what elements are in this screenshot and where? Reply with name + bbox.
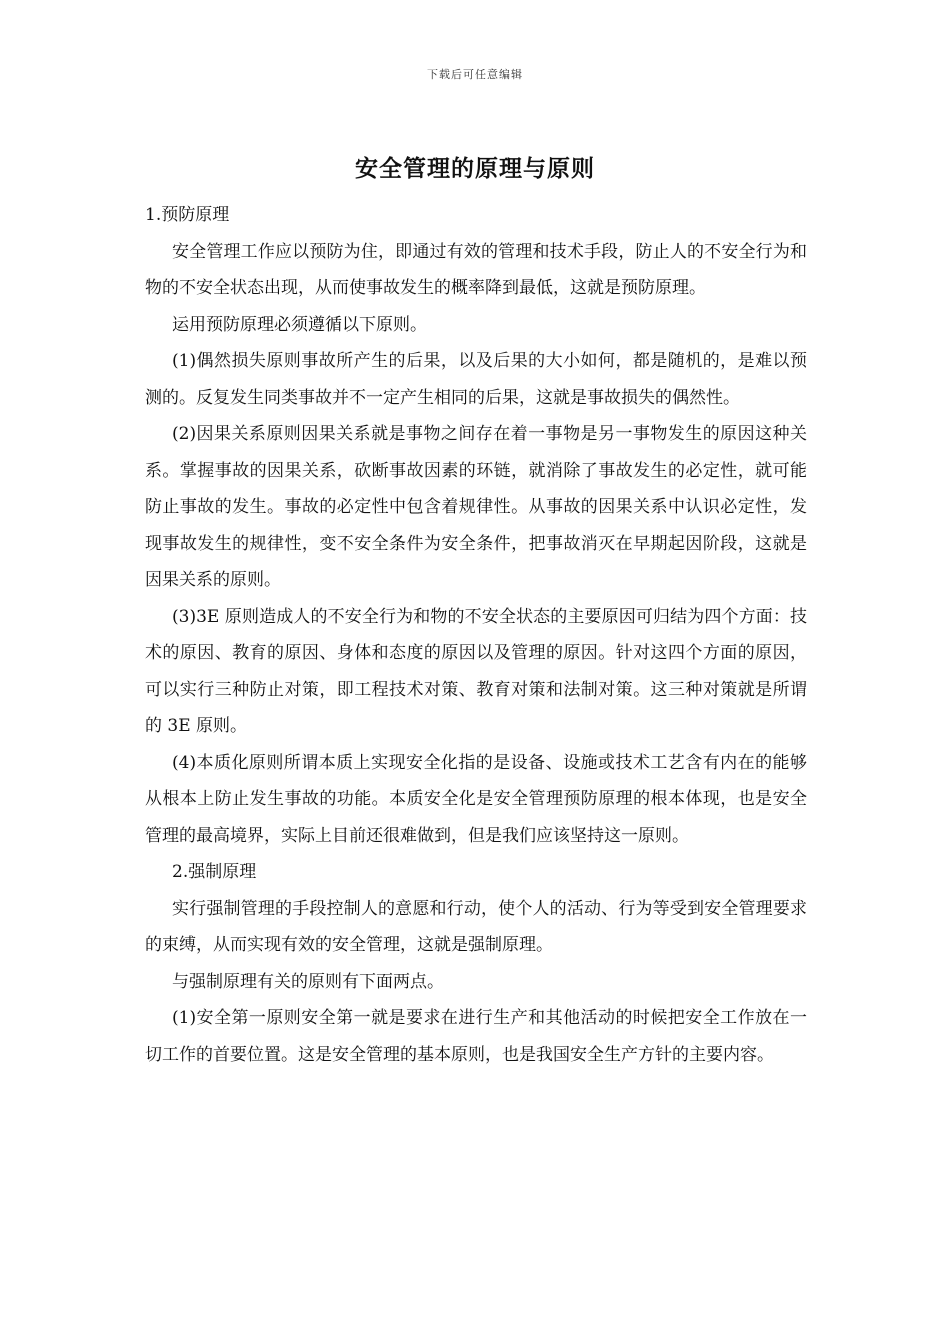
document-title: 安全管理的原理与原则 <box>355 156 595 182</box>
paragraph-enforcement-definition: 实行强制管理的手段控制人的意愿和行动，使个人的活动、行为等受到安全管理要求的束缚，从而实现有效的安全管理，这就是强制原理。 <box>145 898 807 955</box>
section-heading-enforcement: 2.强制原理 <box>172 862 257 882</box>
paragraph-3e: (3)3E 原则造成人的不安全行为和物的不安全状态的主要原因可归结为四个方面：技术的原因、教育的原因、身体和态度的原因以及管理的原因。针对这四个方面的原因，可以实行三种防止对策，即工程技术对策、教育对策和法制对策。这三种对策就是所谓的 3E 原则。 <box>145 606 807 736</box>
paragraph-accidental-loss: (1)偶然损失原则事故所产生的后果，以及后果的大小如何，都是随机的，是难以预测的。反复发生同类事故并不一定产生相同的后果，这就是事故损失的偶然性。 <box>145 351 807 408</box>
paragraph-enforcement-intro: 与强制原理有关的原则有下面两点。 <box>172 971 444 992</box>
paragraph-prevention-intro: 运用预防原理必须遵循以下原则。 <box>172 314 427 335</box>
paragraph-causality: (2)因果关系原则因果关系就是事物之间存在着一事物是另一事物发生的原因这种关系。掌握事故的因果关系，砍断事故因素的环链，就消除了事故发生的必定性，就可能防止事故的发生。事故的必定性中包含着规律性。从事故的因果关系中认识必定性，发现事故发生的规律性，变不安全条件为安全条件，把事故消灭在早期起因阶段，这就是因果关系的原则。 <box>145 424 807 590</box>
paragraph-intrinsic: (4)本质化原则所谓本质上实现安全化指的是设备、设施或技术工艺含有内在的能够从根本上防止发生事故的功能。本质安全化是安全管理预防原理的根本体现，也是安全管理的最高境界，实际上目前还很难做到，但是我们应该坚持这一原则。 <box>145 752 807 846</box>
section-heading-prevention: 1.预防原理 <box>145 205 230 225</box>
header-note: 下载后可任意编辑 <box>427 68 523 81</box>
document-body <box>145 197 807 1073</box>
paragraph-safety-first: (1)安全第一原则安全第一就是要求在进行生产和其他活动的时候把安全工作放在一切工作的首要位置。这是安全管理的基本原则，也是我国安全生产方针的主要内容。 <box>145 1008 807 1065</box>
paragraph-prevention-definition: 安全管理工作应以预防为住，即通过有效的管理和技术手段，防止人的不安全行为和物的不安全状态出现，从而使事故发生的概率降到最低，这就是预防原理。 <box>145 241 807 298</box>
